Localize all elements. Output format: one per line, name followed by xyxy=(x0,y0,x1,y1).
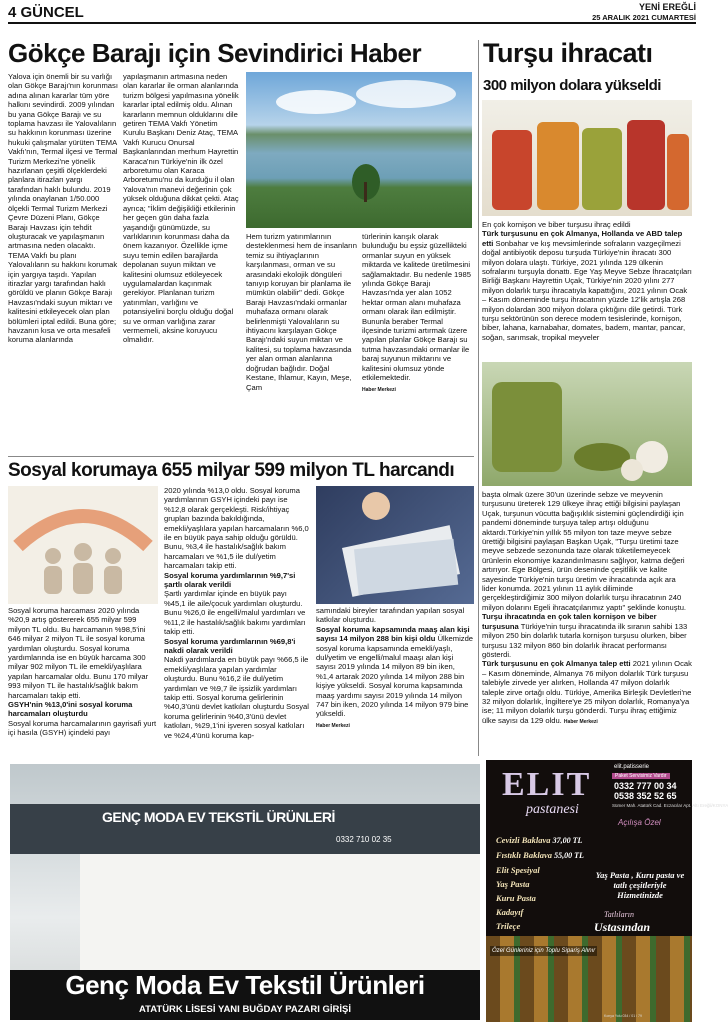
instagram-handle: elit.patisserie xyxy=(614,764,650,770)
tursu-subheadline: 300 milyon dolara yükseldi xyxy=(483,77,661,94)
page-header xyxy=(8,2,696,24)
advert-title: Genç Moda Ev Tekstil Ürünleri xyxy=(65,970,425,1000)
sosyal-col-1b-text: Sosyal koruma harcamalarının gayrisafi yurt içi hasıla (GSYH) içindeki payı xyxy=(8,718,157,738)
sosyal-headline: Sosyal korumaya 655 milyar 599 milyon TL harcandı xyxy=(8,460,455,481)
tursu-lead: En çok kornişon ve biber turşusu ihraç edildi xyxy=(482,220,631,229)
product-name: Elit Spesiyal xyxy=(496,865,540,875)
sosyal-col-2b-text: Şartlı yardımlar içinde en büyük payı %45,1 ile aile/çocuk yardımları oluşturdu. Bunu %26,0 ile engelli/malul yardımları ve %11,2 ile hastalık/sağlık bakımı yardımları takip etti. xyxy=(164,589,306,637)
product-name: Cevizli Baklava xyxy=(496,835,551,845)
tursu-subhead-1: Turşu ihracatında en çok talen kornişon ve biber turşusuna xyxy=(482,612,657,631)
product-item xyxy=(496,919,584,933)
sosyal-col-1-text: Sosyal koruma harcaması 2020 yılında %20,9 artış göstererek 655 milyar 599 milyon TL oldu. Bu harcamanın %98,5'ini 646 milyar 2 milyon TL ile sosyal koruma yardımları oluşturdu. Sosyal koruma yardımlarında ise en büyük harcama 300 milyar 902 milyon TL ile emekli/yaşlılara yapılan harcamalar oldu. Bunu 170 milyar 993 milyon TL ile hastalık/sağlık bakım harcamaları takip etti. xyxy=(8,606,149,700)
product-item xyxy=(496,833,584,848)
product-name: Yaş Pasta xyxy=(496,879,530,889)
opening-special: Açılışa Özel xyxy=(618,818,661,827)
sosyal-col-3b-text: Ülkemizde sosyal koruma kapsamında emekli/yaşlı, dul/yetim ve engelli/malul maaşı alan kişi sayısı 2019 yılında 14 milyon 89 bin iken, %1,4 artarak 2020 yılında 14 milyon 288 bin kişiye yükseldi. Sosyal koruma kapsamında maaş yardımı sayısı 2019 yılında 14 milyon 747 bin iken, 2020 yılında 14 milyon 979 bine yükseldi. xyxy=(316,634,474,719)
gokce-col-3 xyxy=(246,232,358,452)
product-name: Fıstıklı Baklava xyxy=(496,850,552,860)
newspaper-name: YENİ EREĞLİ xyxy=(638,2,696,12)
product-price: 37,00 TL xyxy=(552,836,583,845)
page-section-label: 4 GÜNCEL xyxy=(8,4,84,21)
gokce-col-2 xyxy=(123,72,241,452)
gokce-col-2-text: yapılaşmanın artmasına neden olan kararlar ile orman alanlarında turizm bölgesi yapılmasına yönelik kararlar iptal edilmiş oldu. Alınan kararların memnun olduklarını dile getiren TEMA Vakfı Yönetim Kurulu Başkanı Deniz Ataç, TEMA Vakfı Kurucu Onursal Başkanlarından merhum Hayrettin Karaca'nın Türkiye'nin ilk özel arboretumu olan Karaca Arboretumu'nu da kurduğu il olan Yalova'nın manevi değerinin çok yüksek olduğuna dikkat çekti. Ataç ayrıca; "İklim değişikliği etkilerinin her geçen gün daha fazla yaşandığı günümüzde, su varlıklarının korunması daha da önem kazanıyor. Özellikle içme suyu temin edilen barajlarda depolanan suyun miktarı ve kalitesini olumsuz etkileyecek uygulamalardan kaçınmak gerekiyor. Planlanan turizm yatırımları, varlığını ve potansiyelini borçlu olduğu doğal su ve orman varlığına zarar vermemeli, aksine koruyucu olmalıdır. xyxy=(123,72,239,345)
tursu-headline: Turşu ihracatı xyxy=(483,38,653,68)
store-phone: 0332 710 02 35 xyxy=(336,835,392,844)
money-photo xyxy=(316,486,474,604)
genc-moda-advert xyxy=(10,764,480,1020)
pickle-jars-photo xyxy=(482,100,692,216)
product-item xyxy=(496,891,584,905)
dam-lake-illustration xyxy=(246,72,472,228)
phone-2: 0538 352 52 65 xyxy=(614,791,677,801)
gokce-headline: Gökçe Barajı için Sevindirici Haber xyxy=(8,38,422,68)
fine-print: Konya Yolu 034 / 01 / 79 xyxy=(604,1014,642,1018)
product-item xyxy=(496,848,584,863)
phone-numbers xyxy=(614,781,677,801)
sosyal-col-2a-text: 2020 yılında %13,0 oldu. Sosyal koruma yardımlarının GSYH içindeki payı ise %12,8 olarak gerçekleşti. Risk/ihtiyaç grupları bazında bakıldığında, emekli/yaşlılara yapılan harcamaların %6,0 ile en büyük paya sahip olduğu görüldü. Bunu, %3,4 ile hastalık/sağlık bakım harcamaları ve %1,5 ile dul/yetim harcamaları takip etti. xyxy=(164,486,309,571)
gokce-col-1-text: Yalova için önemli bir su varlığı olan Gökçe Barajı'nın korunması adına alınan kararlar tüm yöre halkını sevindirdi. 2009 yılından bu yana Gökçe Barajı ve su toplama havzası ile Yalovalıların su hakkının korunması üzerine hukuki çalışmalar yürüten TEMA Vakfı'nın, Termal ilçesi ve Termal Turizm Merkezi'ne yönelik hazırlanan çeşitli ölçeklerdeki planlara itirazları yargı tarafından haklı bulundu. 2019 yılında onaylanan 1/50.000 ölçekli Termal Turizm Merkezi Çevre Düzeni Planı, Gökçe Barajı Havzası için tehdit oluşturacak ve yapılaşmanın artmasına neden olacaktı. TEMA Vakfı bu planı Yalovalıların su hakkını korumak için yargıya taşıdı. Yapılan itirazlar yargı tarafından haklı görüldü ve planın Gökçe Barajı Havzası'ndaki suyun miktarı ve kalitesini etkileyecek olan plan bölümleri iptal edildi. Buna göre; havzanın kısa ve orta mesafeli koruma alanlarında xyxy=(8,72,118,345)
tursu-paragraph-1: Sonbahar ve kış mevsimlerinde sofraların vazgeçilmezi doğal antibiyotik deposu turşuda Türkiye'nin ihracatı 300 milyon dolara ulaştı. Türkiye, 2021 yılında 129 ülkenin sofralarını turşuyla donattı. Ege Yaş Meyve Sebze İhracatçıları Birliği Başkanı Hayrettin Uçak, Türkiye'nin 2020 yılını 277 milyon dolarlık turşu ihracatıyla kapattığını, 2021 yılının Ocak – Kasım döneminde turşu ihracatının yüzde 12'lik artışla 268 milyon dolardan 300 milyon dolara çıktığını dile getirdi. Türk turşu sektörünün son derece modern tesislerinde, kornişon, biber, lahana, karnabahar, domates, badem, mantar, pancar, soğan, sarımsak, tropikal meyveler xyxy=(482,238,692,342)
tursu-subhead-2: Türk turşusunu en çok Almanya talep etti xyxy=(482,659,631,669)
pickles-illustration xyxy=(482,362,692,486)
pickles-photo xyxy=(482,362,692,486)
gokce-col-4-text: türlerinin karışık olarak bulunduğu bu eşsiz güzellikteki ormanlar suyun en yüksek miktarda ve kalitede üretilmesini sağlamaktadır. Bu nedenle 1985 yılında Gökçe Barajı Havzası'nda yer alan 1052 hektar orman alanı muhafaza ormanı olarak ilan edilmiştir. Bununla beraber Termal ilçesinde turizmi artırmak üzere yapılan planlar Gökçe Barajı su tutma havzasındaki ormanlar ile baraj suyunun miktarını ve kalitesini olumsuz yönde etkilemektedir. xyxy=(362,232,471,383)
gokce-col-1 xyxy=(8,72,118,452)
advert-address: ATATÜRK LİSESİ YANI BUĞDAY PAZARI GİRİŞİ xyxy=(138,1004,352,1015)
product-item xyxy=(496,863,584,877)
delivery-badge: Paket Servisimiz Vardır xyxy=(612,773,670,779)
sosyal-col-3a-text: samındaki bireyler tarafından yapılan sosyal katkılar oluşturdu. xyxy=(316,606,465,625)
tatlilarin-label: Tatlıların xyxy=(604,910,634,919)
sosyal-col-3 xyxy=(316,606,474,756)
phone-1: 0332 777 00 34 xyxy=(614,781,677,791)
sosyal-byline: Haber Merkezi xyxy=(316,722,350,729)
tursu-paragraph-3: Türkiye'nin turşu ihracatında ilk sıranın sahibi 133 milyon 250 bin dolarlık tutarla kornişon turşusu olurken, biber turşusu 132 milyon 860 bin dolarlık ihracat performansı gösterdi. xyxy=(482,621,688,659)
sosyal-col-2c-text: Nakdi yardımlarda en büyük payı %66,5 ile emekli/yaşlılara yapılan yardımlar oluşturdu. Bunu %16,2 ile dul/yetim yardımları ve %9,7 ile işsizlik yardımları takip etti. Sosyal koruma gelirlerinin %40,3'ünü devlet katkıları oluşturdu Sosyal koruma gelirlerinin %40,3'ünü devlet katkıları, %29,1'ini işveren sosyal katkıları ve %24,4'ünü koruma kap- xyxy=(164,655,309,740)
tursu-body-1 xyxy=(482,220,692,360)
sosyal-col-1 xyxy=(8,606,158,756)
sosyal-col-2 xyxy=(164,486,310,756)
ustasindan-label: Ustasından xyxy=(594,920,651,934)
product-name: Kadayıf xyxy=(496,907,524,917)
tursu-paragraph-4: 2021 yılının Ocak – Kasım döneminde, Almanya 76 milyon dolarlık Türk turşusu talebiyle zirvede yer alırken, Hollanda 47 milyon dolarlık taleple zirve ortağı oldu. Türkiye, Amerika Birleşik Devletleri'ne 32 milyon dolarlık, İngiltere'ye 25 milyon dolarlık, Romanya'ya ise; 11 milyon dolarlık turşu gönderdi. Turşu ihraç ettiğimiz ülke sayısı da 129 oldu. xyxy=(482,659,692,725)
elit-pastane-label: pastanesi xyxy=(526,802,579,817)
product-list xyxy=(496,833,584,933)
tursu-body-2 xyxy=(482,490,692,752)
store-front xyxy=(80,854,480,974)
product-item xyxy=(496,905,584,919)
gokce-col-3-text: Hem turizm yatırımlarının desteklenmesi hem de insanların temiz su ihtiyaçlarının karşılanması, orman ve su arasındaki ekolojik döngüleri tanıyıp koruyan bir planlama ile mümkün olabilir" dedi. Gökçe Barajı Havzası'ndaki ormanlar muhafaza ormanı olarak belirlenmişti Yalovalıların su ihtiyacını karşılayan Gökçe Barajı'ndaki suyun miktarı ve kalitesi, su toplama havzasında yer alan orman alanlarına doğrudan bağlıdır. Doğal Kestane, Ihlamur, Kayın, Meşe, Çam xyxy=(246,232,358,392)
store-sign: GENÇ MODA EV TEKSTİL ÜRÜNLERİ xyxy=(102,809,335,825)
sosyal-subhead-4: Sosyal koruma kapsamında maaş alan kişi sayısı 14 milyon 288 bin kişi oldu xyxy=(316,624,470,644)
elit-slogan: Yaş Pasta , Kuru pasta ve tatlı çeşitleriyle Hizmetinizde xyxy=(595,870,685,900)
sosyal-subhead-3: Sosyal koruma yardımlarının %69,8'i nakdi olarak verildi xyxy=(164,636,296,655)
family-hands-photo xyxy=(8,486,158,604)
gokce-byline: Haber Merkezi xyxy=(362,386,396,393)
product-item xyxy=(496,877,584,891)
elit-logo: ELIT xyxy=(502,766,592,803)
sosyal-subhead-2: Sosyal koruma yardımlarının %9,7'si şartlı olarak verildi xyxy=(164,570,296,590)
tursu-paragraph-2: başta olmak üzere 30'un üzerinde sebze ve meyvenin turşusunu üreterek 129 ülkeye ihraç ettiği bilgisini paylaşan Uçak, turşunun vücutta bağışıklık sistemini güçlendirdiği için pandemi döneminde turşuya talep artışı olduğunu aktardı.Türkiye'nin yıllık 55 milyon ton taze meyve sebze ürettiği bilgisini paylaşan Başkan Uçak, "Turşu üretimi taze meyve sebzede sezonunda taze olarak tüketilemeyecek ürünlerin ekonomiye kazandırılmasını sağlıyor, katma değeri artırıyor. Ege Bölgesi, ürün deseninde çeşitlilik ve kalite sayesinde Türkiye'nin turşu üretim ve ihracatında açık ara lider konumda. 2021 yılının 11 aylık diliminde gerçekleştirdiğimiz 300 milyon dolarlık turşu ihracatının 240 milyon dolarını Egeli ihracatçılarımız yaptı" şeklinde konuştu. xyxy=(482,490,687,612)
tursu-lead-2: Türk turşusunu en çok Almanya, Hollanda ve ABD talep etti xyxy=(482,229,683,248)
order-note: Özel Günleriniz için Toplu Sipariş Alınır xyxy=(492,948,596,954)
money-illustration xyxy=(316,486,474,604)
column-divider xyxy=(478,40,479,756)
tursu-byline: Haber Merkezi xyxy=(563,718,598,725)
sosyal-subhead-1: GSYH'nin %13,0'ini sosyal koruma harcamaları oluşturdu xyxy=(8,700,133,719)
pickle-jars-illustration xyxy=(482,100,692,216)
product-price: 55,00 TL xyxy=(554,851,584,860)
issue-date: 25 ARALIK 2021 CUMARTESİ xyxy=(592,13,696,22)
elit-address: Sümer Mah. Atatürk Cad. Eczacılar Apt. Altı Ereğli/KONYA xyxy=(612,803,728,808)
dam-lake-photo xyxy=(246,72,472,228)
elit-pastanesi-advert xyxy=(486,760,728,1022)
section-divider xyxy=(8,456,474,457)
gokce-col-4 xyxy=(362,232,474,452)
product-name: Kuru Pasta xyxy=(496,893,536,903)
product-name: Trileçe xyxy=(496,921,521,931)
family-hands-illustration xyxy=(8,486,158,604)
